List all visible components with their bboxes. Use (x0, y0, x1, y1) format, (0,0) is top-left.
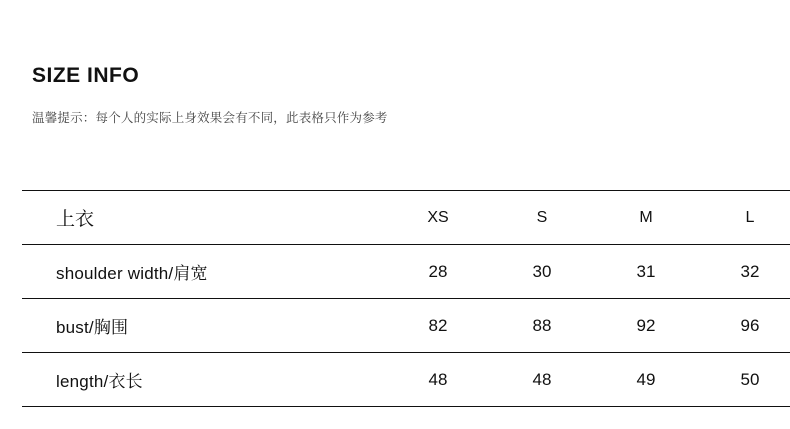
size-note: 温馨提示：每个人的实际上身效果会有不同，此表格只作为参考 (32, 111, 388, 125)
cell-shoulder-width-l: 32 (740, 261, 760, 281)
size-chart-body (22, 245, 790, 407)
row-label-shoulder-width: shoulder width/肩宽 (56, 264, 208, 283)
page-title: SIZE INFO (32, 64, 140, 87)
row-label-length: length/衣长 (56, 372, 143, 391)
cell-length-s: 48 (532, 369, 552, 389)
table-row (22, 299, 790, 353)
column-header-size-m: M (639, 208, 653, 226)
column-header-size-s: S (536, 208, 548, 226)
cell-length-l: 50 (740, 369, 760, 389)
cell-bust-xs: 82 (428, 315, 448, 335)
cell-shoulder-width-xs: 28 (428, 261, 448, 281)
table-row (22, 245, 790, 299)
cell-shoulder-width-m: 31 (636, 261, 656, 281)
column-header-size-l: L (745, 208, 755, 226)
table-header-row (22, 191, 790, 245)
table-row (22, 353, 790, 407)
cell-length-m: 49 (636, 369, 656, 389)
row-label-bust: bust/胸围 (56, 318, 129, 337)
column-header-category: 上衣 (56, 209, 95, 230)
cell-bust-l: 96 (740, 315, 760, 335)
size-chart-table (22, 190, 790, 407)
column-header-size-xs: XS (427, 208, 449, 226)
size-chart-header (22, 191, 790, 245)
cell-bust-s: 88 (532, 315, 552, 335)
cell-length-xs: 48 (428, 369, 448, 389)
cell-bust-m: 92 (636, 315, 656, 335)
cell-shoulder-width-s: 30 (532, 261, 552, 281)
